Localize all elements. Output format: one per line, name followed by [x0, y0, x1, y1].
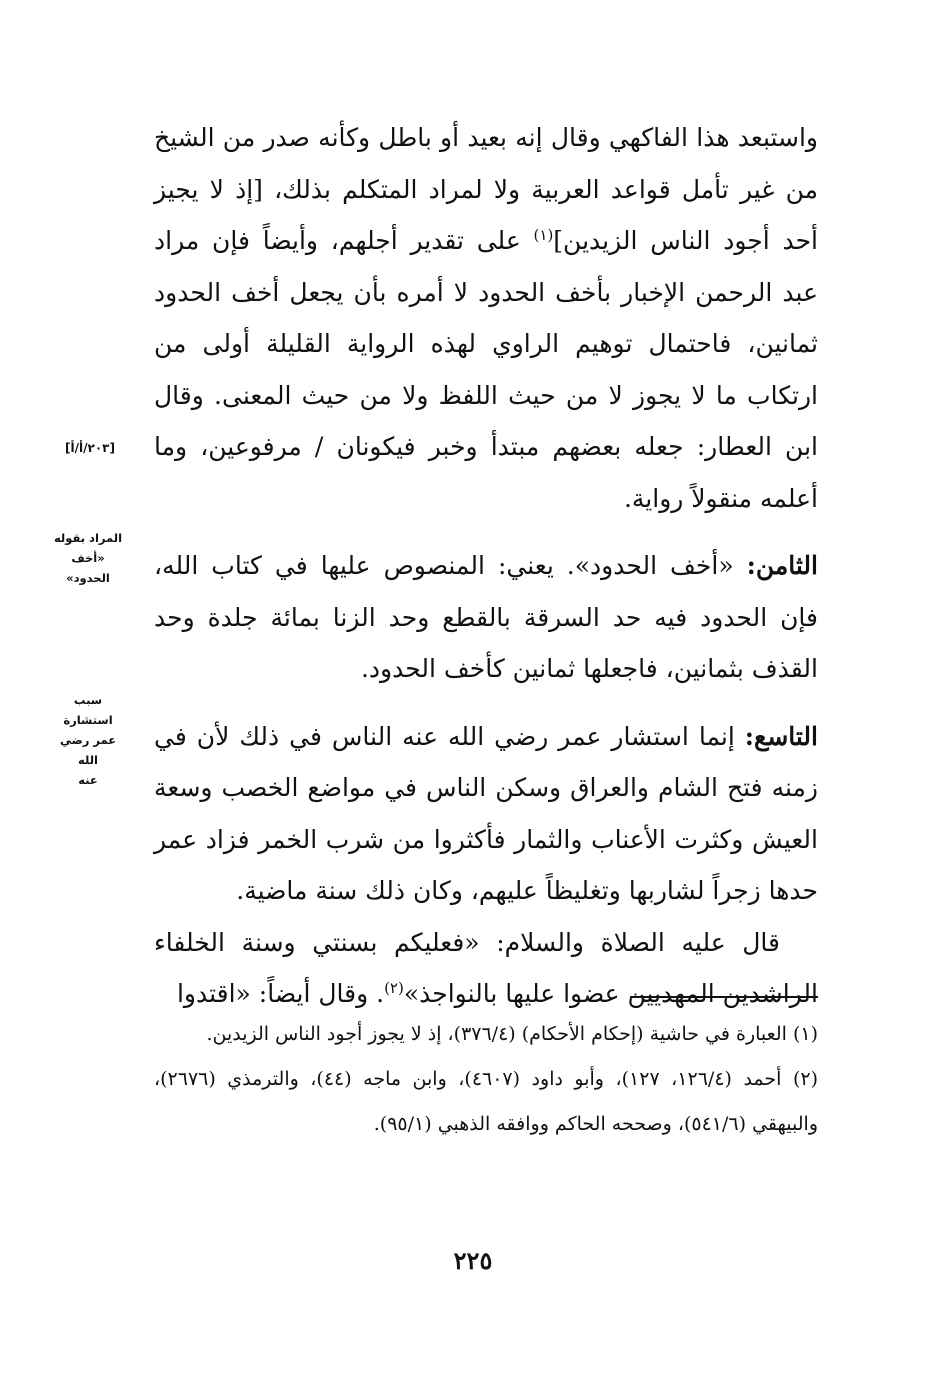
- paragraph-8-text: «أخف الحدود». يعني: المنصوص عليها في كتاب الله، فإن الحدود فيه حد السرقة بالقطع وحد الزنا بمائة جلدة وحد القذف بثمانين، فاجعلها ثمانين كأخف الحدود.: [154, 551, 818, 683]
- margin-note-murad-line-2: «أخف الحدود»: [66, 551, 110, 585]
- footnote-1-number: (١): [792, 1023, 818, 1045]
- margin-note-sabab-line-1: سبب استشارة: [63, 693, 113, 727]
- page-number: ٢٢٥: [453, 1246, 493, 1275]
- paragraph-8-lead: الثامن:: [746, 551, 818, 580]
- manuscript-folio-ref: [٢٠٣/أ/أ]: [65, 441, 115, 455]
- footnote-2-text: أحمد (١٢٦/٤، ١٢٧)، وأبو داود (٤٦٠٧)، وابن ماجه (٤٤)، والترمذي (٢٦٧٦)، والبيهقي (٥٤١/٦)، وصححه الحاكم ووافقه الذهبي (٩٥/١).: [154, 1068, 818, 1135]
- margin-note-murad-line-1: المراد بقوله: [53, 531, 123, 545]
- footnote-ref-1[interactable]: (١): [533, 226, 554, 244]
- paragraph-9: [154, 711, 818, 917]
- paragraph-8: [154, 540, 818, 695]
- main-text: [154, 112, 818, 1020]
- footnote-2: [154, 1057, 818, 1147]
- paragraph-1-rest: على تقدير أجلهم، وأيضاً فإن مراد عبد الرحمن الإخبار بأخف الحدود لا أمره بأن يجعل أخف الحدود ثمانين، فاحتمال توهيم الراوي لهذه الرواية القليلة أولى من ارتكاب ما لا يجوز لا من حيث اللفظ ولا من حيث المعنى. وقال ابن العطار: جعله بعضهم مبتدأ وخبر فيكونان / مرفوعين، وما أعلمه منقولاً رواية.: [154, 226, 818, 513]
- paragraph-1: [154, 112, 818, 524]
- paragraph-1-text: واستبعد هذا الفاكهي وقال إنه بعيد أو باطل وكأنه صدر من الشيخ من غير تأمل قواعد العربية ولا لمراد المتكلم بذلك، [إذ لا يجيز أحد أجود الناس الزيدين]: [154, 123, 819, 255]
- paragraph-9-lead: التاسع:: [744, 721, 818, 751]
- paragraph-9-text: إنما استشار عمر رضي الله عنه الناس في ذلك لأن في زمنه فتح الشام والعراق وسكن الناس في مواضع الخصب وسعة العيش وكثرت الأعناب والثمار فأكثروا من شرب الخمر فزاد عمر حدها زجراً لشاربها وتغليظاً عليهم، وكان ذلك سنة ماضية.: [154, 721, 818, 905]
- footnotes: [154, 1012, 818, 1147]
- footnote-2-number: (٢): [792, 1068, 818, 1090]
- margin-note-murad: [48, 528, 128, 588]
- paragraph-hadith: [154, 917, 818, 1020]
- footnote-1: [154, 1012, 818, 1057]
- paragraph-hadith-rest: . وقال أيضاً: «اقتدوا: [176, 979, 385, 1008]
- footnote-1-text: العبارة في حاشية (إحكام الأحكام) (٣٧٦/٤)، إذ لا يجوز أجود الناس الزيدين.: [206, 1023, 787, 1045]
- footnote-separator: [630, 996, 818, 998]
- margin-note-sabab-line-3: عنه: [78, 773, 98, 787]
- margin-note-sabab-line-2: عمر رضي الله: [59, 733, 117, 767]
- paragraph-hadith-text: قال عليه الصلاة والسلام: «فعليكم بسنتي وسنة الخلفاء الراشدين المهديين عضوا عليها بالنواجذ»: [154, 927, 818, 1008]
- footnote-ref-2[interactable]: (٢): [384, 979, 404, 997]
- margin-note-sabab: [48, 690, 128, 790]
